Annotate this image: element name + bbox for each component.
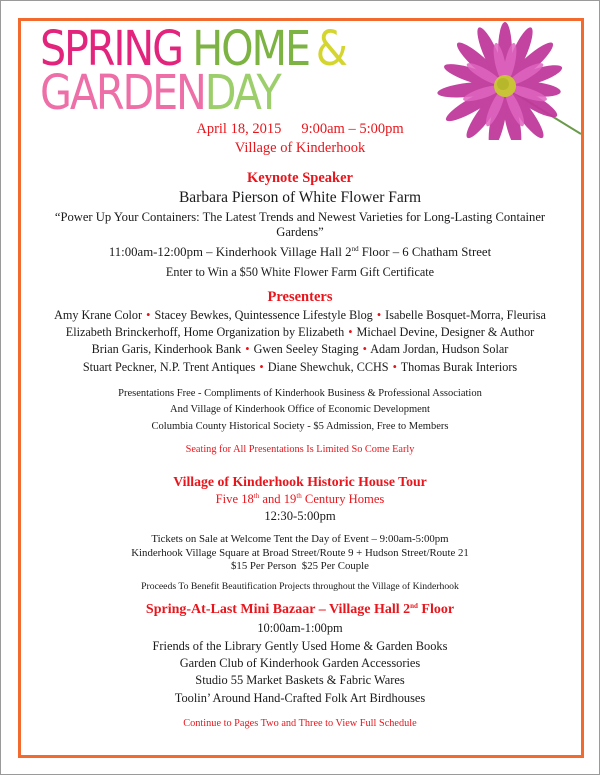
event-location: Village of Kinderhook (234, 140, 366, 156)
ticket-price: $15 Per Person $25 Per Couple (231, 559, 369, 572)
bullet-separator: • (245, 342, 250, 357)
house-tour-heading: Village of Kinderhook Historic House Tour (173, 474, 427, 490)
presenters-list (22, 307, 578, 376)
bazaar-heading: Spring-At-Last Mini Bazaar – Village Hall 2nd Floor (145, 602, 455, 618)
event-date: April 18, 2015 (196, 121, 282, 137)
bazaar-vendor: Garden Club of Kinderhook Garden Accessories (179, 656, 421, 671)
title-home: HOME (192, 21, 309, 77)
proceeds-note: Proceeds To Benefit Beautification Projects throughout the Village of Kinderhook (141, 581, 459, 593)
sponsor-info (22, 386, 578, 436)
bullet-separator: • (259, 359, 264, 374)
ticket-info (22, 533, 578, 573)
house-tour-subtitle: Five 18th and 19th Century Homes (215, 492, 385, 507)
title-day: DAY (204, 65, 280, 121)
bullet-separator: • (376, 308, 382, 322)
presenters-row: Elizabeth Brinckerhoff, Home Organization by Elizabeth • Michael Devine, Designer & Author (65, 325, 535, 340)
presenters-heading: Presenters (267, 289, 333, 305)
sponsor-line: Presentations Free - Compliments of Kinderhook Business & Professional Association (118, 387, 482, 399)
bullet-separator: • (362, 342, 367, 357)
presenters-row: Brian Garis, Kinderhook Bank • Gwen Seeley Staging • Adam Jordan, Hudson Solar (91, 342, 509, 357)
gift-certificate-giveaway: Enter to Win a $50 White Flower Farm Gift Certificate (165, 265, 435, 279)
bazaar-time: 10:00am-1:00pm (257, 621, 343, 636)
house-tour-time: 12:30-5:00pm (264, 509, 336, 524)
title-line-2 (40, 65, 346, 121)
presenters-row: Stuart Peckner, N.P. Trent Antiques • Diane Shewchuk, CCHS • Thomas Burak Interiors (82, 359, 518, 374)
ticket-line: Tickets on Sale at Welcome Tent the Day of Event – 9:00am-5:00pm (151, 533, 449, 546)
sponsor-line: And Village of Kinderhook Office of Economic Development (170, 404, 430, 416)
bazaar-vendor: Studio 55 Market Baskets & Fabric Wares (195, 673, 405, 688)
bazaar-vendor: Friends of the Library Gently Used Home & Garden Books (152, 638, 448, 653)
ticket-line: Kinderhook Village Square at Broad Street/Route 9 + Hudson Street/Route 21 (131, 546, 469, 559)
bazaar-vendor: Toolin’ Around Hand-Crafted Folk Art Birdhouses (174, 690, 426, 705)
seating-note: Seating for All Presentations Is Limited So Come Early (185, 444, 415, 456)
keynote-talk-title: “Power Up Your Containers: The Latest Trends and Newest Varieties for Long-Lasting Container Gardens” (54, 210, 546, 239)
keynote-time-place: 11:00am-12:00pm – Kinderhook Village Hall 2nd Floor – 6 Chatham Street (108, 245, 492, 259)
presenters-row: Amy Krane Color • Stacey Bewkes, Quintessence Lifestyle Blog • Isabelle Bosquet-Morra, Fleurisa (54, 308, 546, 322)
keynote-speaker: Barbara Pierson of White Flower Farm (178, 189, 422, 206)
continue-note: Continue to Pages Two and Three to View Full Schedule (183, 718, 417, 730)
bullet-separator: • (146, 308, 151, 322)
title-spring: SPRING (40, 21, 182, 77)
event-hours: 9:00am – 5:00pm (301, 121, 404, 137)
keynote-heading: Keynote Speaker (247, 170, 353, 186)
bullet-separator: • (348, 325, 353, 340)
title-ampersand: & (315, 21, 346, 77)
title-garden: GARDEN (40, 65, 205, 121)
bullet-separator: • (392, 359, 397, 374)
flyer-content (22, 120, 578, 731)
sponsor-line: Columbia County Historical Society - $5 Admission, Free to Members (151, 420, 449, 432)
bazaar-details (22, 620, 578, 707)
event-date-time (22, 120, 578, 138)
event-title (40, 21, 346, 121)
